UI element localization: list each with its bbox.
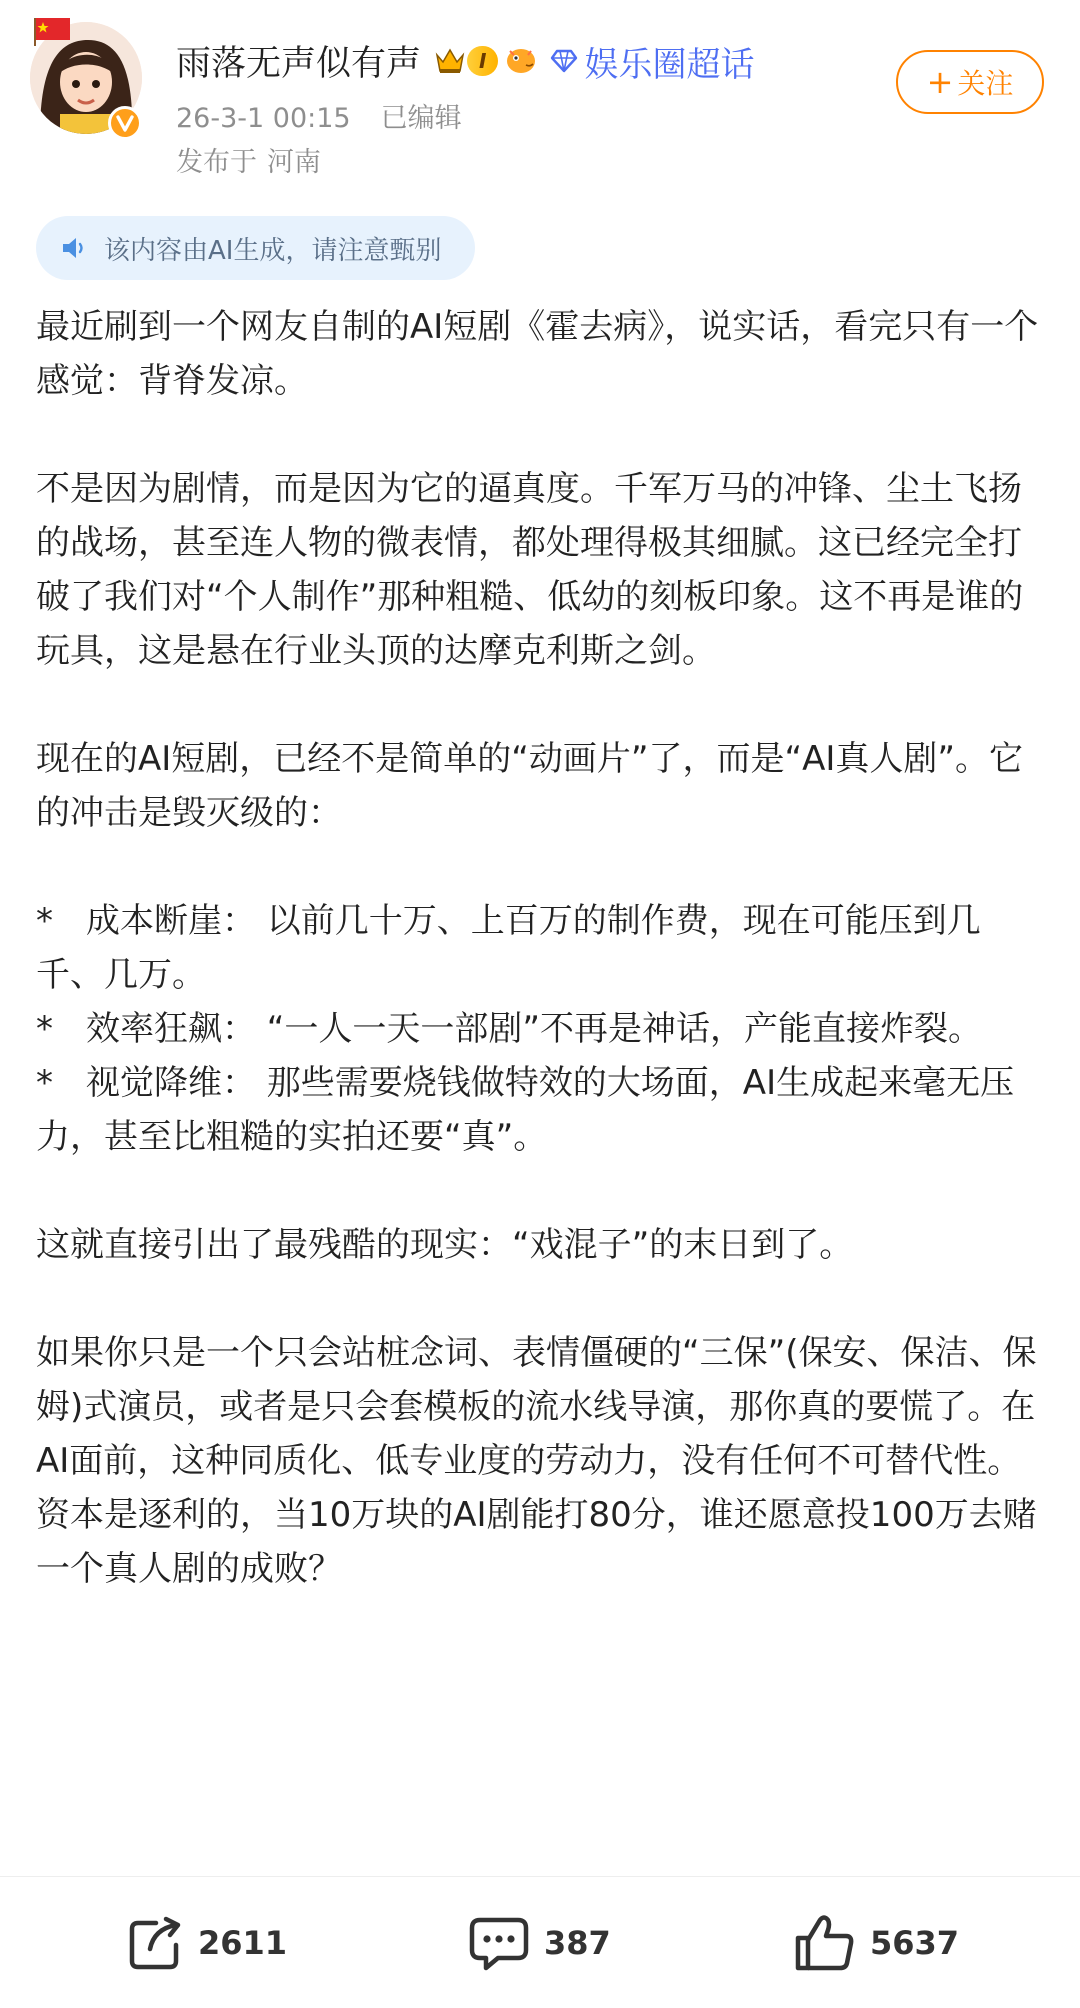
bullet-text: 效率狂飙： “一人一天一部剧”不再是神话，产能直接炸裂。 — [86, 1009, 983, 1049]
bullet-item — [36, 1002, 1046, 1056]
like-count: 5637 — [870, 1923, 960, 1962]
author-name-row — [176, 38, 754, 84]
post-timestamp: 26-3-1 00:15 — [176, 103, 351, 134]
action-bar — [0, 1877, 1080, 2008]
post-location — [176, 140, 321, 179]
location-name: 河南 — [267, 147, 321, 178]
ai-generated-notice — [36, 216, 475, 280]
repost-button[interactable] — [126, 1877, 287, 2008]
bullet-mark: * — [36, 1009, 53, 1049]
crown-icon — [435, 47, 465, 75]
flag-icon — [32, 16, 72, 50]
bullet-mark: * — [36, 901, 53, 941]
follow-button[interactable] — [896, 50, 1044, 114]
plus-icon: + — [926, 63, 954, 101]
share-arrow-icon — [126, 1915, 184, 1971]
location-prefix: 发布于 — [176, 147, 257, 178]
repost-count: 2611 — [198, 1923, 288, 1962]
post-paragraph: 最近刷到一个网友自制的AI短剧《霍去病》，说实话，看完只有一个感觉：背脊发凉。 — [36, 307, 1039, 401]
like-button[interactable] — [794, 1877, 959, 2008]
bullet-text: 成本断崖： 以前几十万、上百万的制作费，现在可能压到几千、几万。 — [36, 901, 981, 995]
post-paragraph: 这就直接引出了最残酷的现实：“戏混子”的末日到了。 — [36, 1225, 854, 1265]
ai-notice-text: 该内容由AI生成，请注意甄别 — [104, 235, 442, 266]
post-paragraph: 不是因为剧情，而是因为它的逼真度。千军万马的冲锋、尘土飞扬的战场，甚至连人物的微表情，都处理得极其细腻。这已经完全打破了我们对“个人制作”那种粗糙、低幼的刻板印象。这不再是谁的玩具，这是悬在行业头顶的达摩克利斯之剑。 — [36, 469, 1024, 671]
supertopic-link[interactable]: 娱乐圈超话 — [584, 44, 755, 85]
comment-bubble-icon — [468, 1914, 530, 1972]
post-meta — [176, 96, 462, 135]
thumbs-up-icon — [794, 1912, 856, 1974]
edited-label[interactable]: 已编辑 — [380, 103, 462, 134]
comment-button[interactable] — [468, 1877, 611, 2008]
username[interactable]: 雨落无声似有声 — [176, 44, 422, 84]
post-paragraph: 如果你只是一个只会站桩念词、表情僵硬的“三保”(保安、保洁、保姆)式演员，或者是只会套模板的流水线导演，那你真的要慌了。在AI面前，这种同质化、低专业度的劳动力，没有任何不可替代性。资本是逐利的，当10万块的AI剧能打80分，谁还愿意投100万去赌一个真人剧的成败？ — [36, 1333, 1037, 1589]
verified-badge-icon — [108, 106, 142, 140]
follow-label: 关注 — [957, 67, 1014, 100]
diamond-icon — [550, 49, 578, 73]
level-badge: I — [467, 46, 498, 76]
post-paragraph: 现在的AI短剧，已经不是简单的“动画片”了，而是“AI真人剧”。它的冲击是毁灭级的： — [36, 739, 1024, 833]
comment-count: 387 — [544, 1923, 611, 1962]
fish-badge-icon — [504, 46, 538, 76]
speaker-icon — [60, 235, 90, 261]
post-header — [0, 0, 1080, 200]
bullet-mark: * — [36, 1063, 53, 1103]
bullet-text: 视觉降维： 那些需要烧钱做特效的大场面，AI生成起来毫无压力，甚至比粗糙的实拍还要“真”。 — [36, 1063, 1015, 1157]
bullet-item — [36, 1056, 1046, 1164]
bullet-item — [36, 894, 1046, 1002]
post-body — [36, 300, 1046, 1596]
